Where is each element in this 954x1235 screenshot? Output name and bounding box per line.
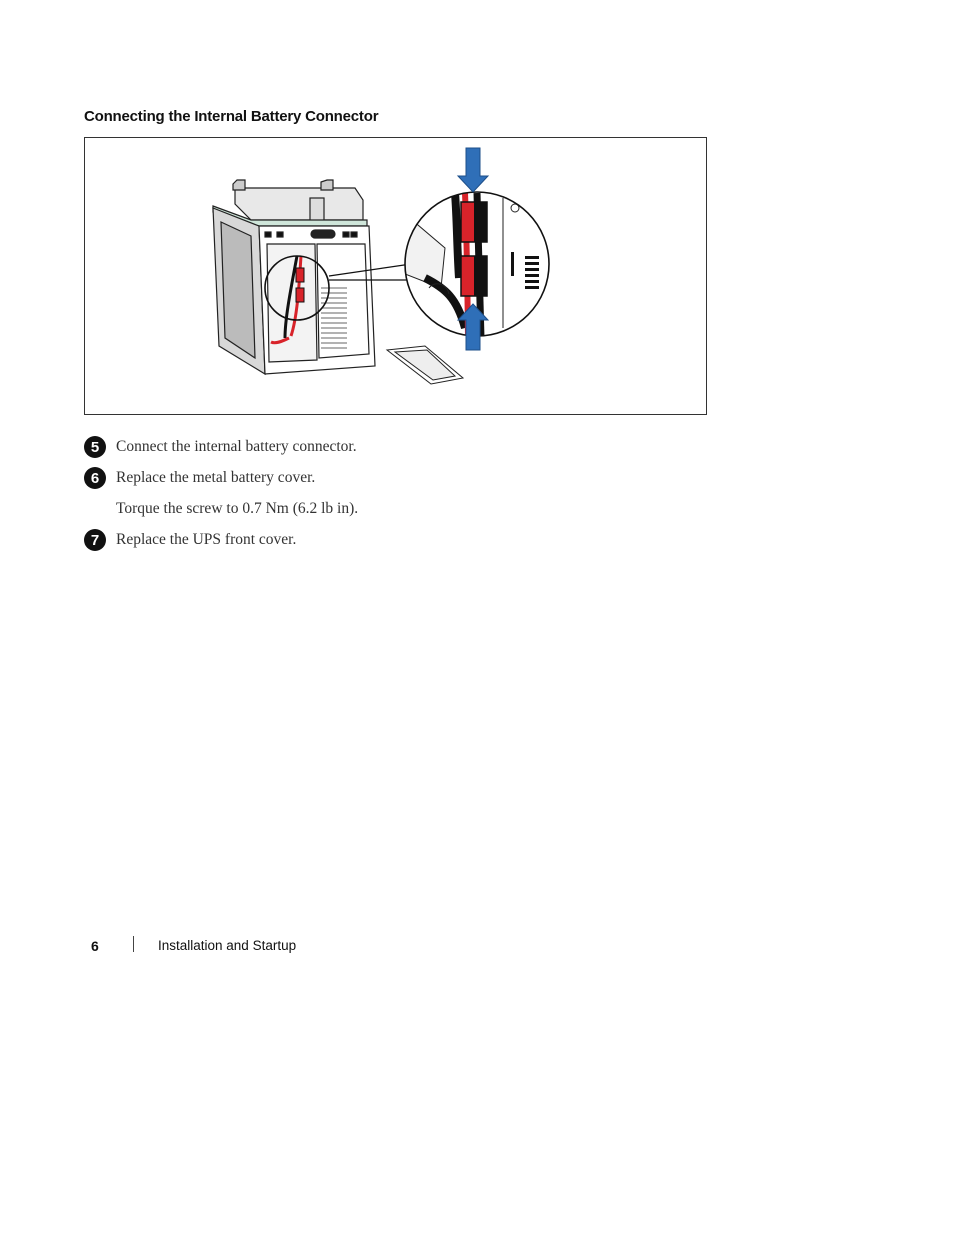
removed-battery-cover xyxy=(387,346,463,384)
step-7 xyxy=(84,529,297,551)
battery-connector-figure xyxy=(84,137,707,415)
section-heading: Connecting the Internal Battery Connector xyxy=(84,108,379,125)
step-number-badge: 6 xyxy=(84,467,106,489)
step-text: Connect the internal battery connector. xyxy=(116,438,357,455)
step-6 xyxy=(84,467,316,489)
step-5 xyxy=(84,436,357,458)
page-number: 6 xyxy=(91,938,99,954)
step-number-badge: 5 xyxy=(84,436,106,458)
footer-section-title: Installation and Startup xyxy=(158,938,297,953)
torque-note: Torque the screw to 0.7 Nm (6.2 lb in). xyxy=(116,500,359,517)
step-text: Replace the metal battery cover. xyxy=(116,469,316,486)
arrow-down-icon xyxy=(458,148,488,192)
ups-illustration xyxy=(85,138,706,414)
step-text: Replace the UPS front cover. xyxy=(116,531,297,548)
footer-divider xyxy=(133,936,134,952)
step-number-badge: 7 xyxy=(84,529,106,551)
